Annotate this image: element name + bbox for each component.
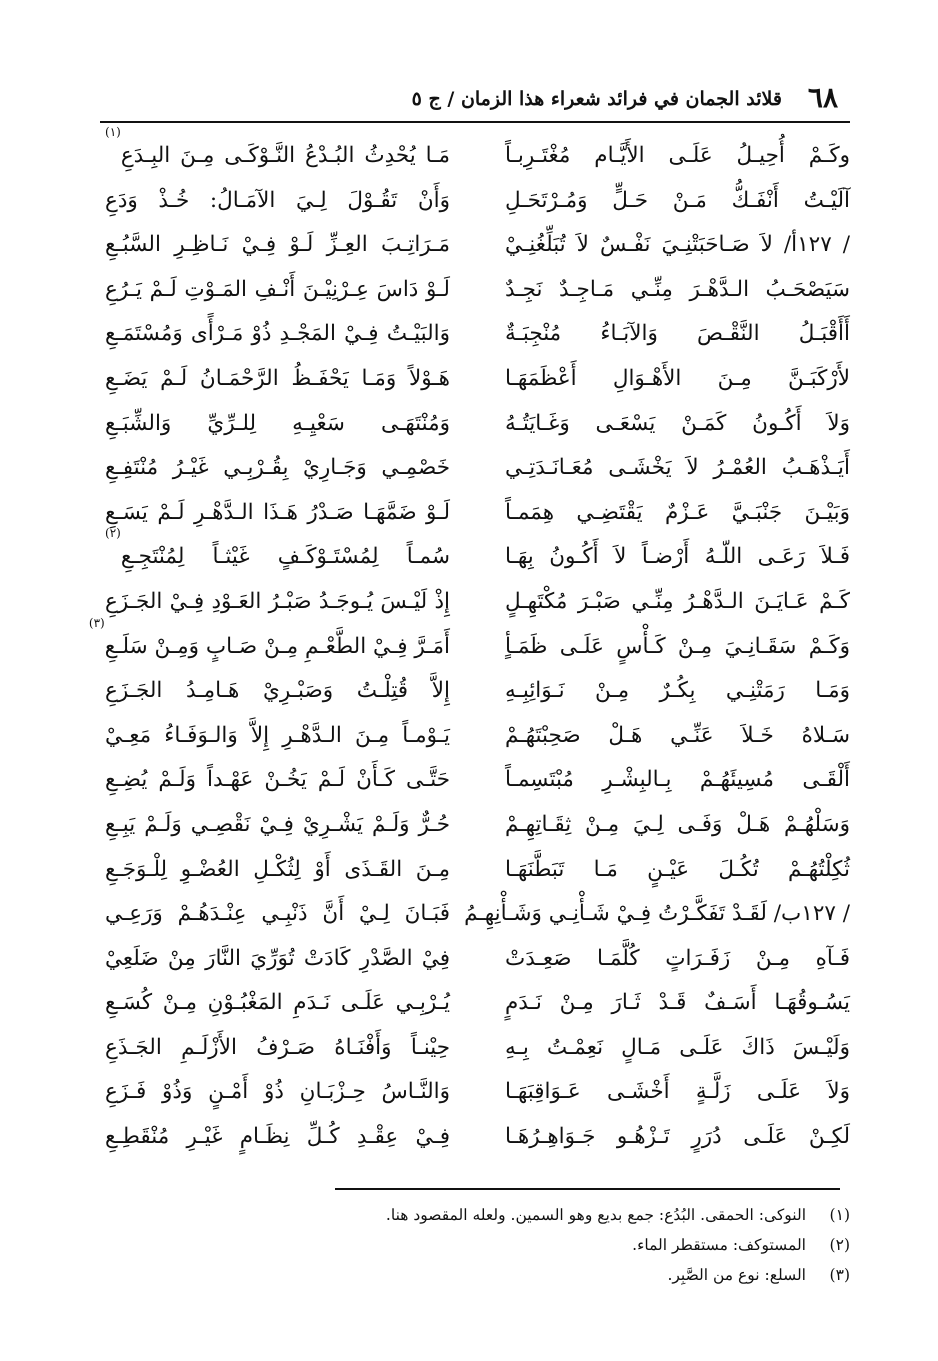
verse-line xyxy=(105,937,450,982)
verse-text: آلَيْـتُ أَنْفَـكُّ مَـنْ حَـلٍّ وَمُـرْتَحَـلِ xyxy=(505,187,850,213)
footnotes xyxy=(250,1200,850,1290)
verse-line xyxy=(105,580,450,625)
verse-text: وَكَـمْ سَقَـانِـيَ مِـنْ كَـأْسٍ عَلَـى ظَمَـأٍ xyxy=(505,633,850,659)
verse-line xyxy=(505,981,850,1026)
verse-line xyxy=(105,758,450,803)
verse-line xyxy=(505,848,850,893)
verse-text: وَلاَ أَكُـونُ كَمَـنْ يَسْعَـى وَغَـايَتُـهُ xyxy=(505,410,850,436)
verse-text: فِـيْ عِقْـدِ كُـلِّ نِظَـامٍ غَيْـرِ مُنْقَطِـعِ xyxy=(105,1124,450,1150)
verse-text: أَأَقْبَـلُ النَّقْـصَ وَالآبَـاءُ مُنْجِبَـةٌ xyxy=(505,321,850,347)
verse-text: يَـوْمـاً مِـنَ الـدَّهْـرِ إِلاَّ وَالـوَفَـاءُ مَعِـيْ xyxy=(105,722,450,748)
verse-line xyxy=(505,535,850,580)
verse-text: أَلْقَـى مُسِيئَهُـمْ بِـالبِشْـرِ مُبْتَسِمـاً xyxy=(505,767,850,793)
verse-text: خَصْمِـي وَجَـارِيْ بِقُـرْبِـي غَيْـرُ مُنْتَفِـعِ xyxy=(105,455,450,481)
verse-text: إِلاَّ قُتِلْـتُ وَصَبْـرِيْ هَـامِـدُ الجَـزَعِ xyxy=(105,678,450,704)
verse-line xyxy=(105,446,450,491)
verse-text: لأَرْكَبَـنَّ مِـنَ الأَهْـوَالِ أَعْظَمَهَـا xyxy=(505,365,850,391)
verse-line xyxy=(105,981,450,1026)
verse-text: وَلَيْـسَ ذَاكَ عَلَـى مَـالٍ نَعِمْـتُ بِـهِ xyxy=(505,1034,850,1060)
verse-text: كَـمْ عَـايَـنَ الـدَّهْـرُ مِنِّـي صَبْـرَ مُكْتَهِـلٍ xyxy=(505,588,850,614)
verse-line xyxy=(505,580,850,625)
verse-line xyxy=(105,125,450,179)
verse-text: حِيْنـاً وَأَفْنَـاهُ صَـرْفُ الأَزْلَـمِ الجَـذَعِ xyxy=(105,1034,450,1060)
header-rule xyxy=(100,121,850,123)
verse-text: سَـلاهُ خَـلاَ عَنِّـي هَـلْ صَحِبْتَهُـمْ xyxy=(505,722,850,748)
footnote xyxy=(250,1230,850,1260)
verse-text: مَـا يُحْدِثُ البُـدْعُ النَّـوْكَـى مِـنَ البِـدَعِ xyxy=(120,143,450,168)
verse-line xyxy=(505,1070,850,1115)
verse-line xyxy=(105,714,450,759)
verse-text: لَـوْ ضَمَّهَـا صَـدْرُ هَـذَا الـدَّهْـرِ لَـمْ يَسَـعِ xyxy=(105,499,450,525)
verse-text: فَـلاَ رَعَـى اللّـهُ أَرْضـاً لاَ أَكُـونُ بِهَـا xyxy=(505,544,850,570)
footnote xyxy=(250,1200,850,1230)
verse-text: وَبَيْـنَ جَنْبَـيَّ عَـزْمٌ يَقْتَضِـي هِمَمـاً xyxy=(505,499,850,525)
verse-line xyxy=(505,268,850,313)
verse-line xyxy=(505,134,850,179)
verse-text: / ١٢٧أ/ لاَ صَـاحَبَتْنِـيَ نَفْـسٌ لاَ تُبَلِّغُنِـيْ xyxy=(505,232,850,258)
verse-text: حَتَّـى كَـأَنْ لَـمْ يَخُـنْ عَهْـداً وَلَـمْ يُضِـعِ xyxy=(105,767,450,793)
footnote-rule xyxy=(335,1188,840,1190)
verse-line xyxy=(505,491,850,536)
verse-line xyxy=(505,937,850,982)
verse-line xyxy=(105,223,450,268)
verse-line xyxy=(505,714,850,759)
verse-text: مَـرَاتِـبَ العِـزِّ لَـوْ فِـيْ نَـاظِـرِ السَّبُـعِ xyxy=(105,232,450,258)
verse-text: أَمَـرَّ فِـيْ الطَّعْـمِ مِـنْ صَـابٍ وَمِـنْ سَلَـعِ xyxy=(104,633,450,659)
footnote-marker: (٢) xyxy=(105,526,121,541)
verse-text: وَسَلْهُـمْ هَـلْ وَفَـى لِـيَ مِـنْ ثِقَـاتِهِـمْ xyxy=(505,811,850,837)
verse-line xyxy=(105,669,450,714)
verse-text: حُـرٌّ وَلَـمْ يَشْـرِيْ فِـيْ نَقْصِـي وَلَـمْ يَبِـعِ xyxy=(105,811,450,837)
page-header xyxy=(88,72,838,112)
footnote-marker: (١) xyxy=(105,125,121,139)
verse-line xyxy=(105,892,450,937)
verse-text: وَمَـا رَمَتْنِـي بِكُـرٌ مِـنْ نَـوَائِبِـهِ xyxy=(505,678,850,704)
verse-line xyxy=(105,179,450,224)
footnote-marker: (٣) xyxy=(88,615,105,630)
verse-text: يُـرْبِـي عَلَـى نَـدَمِ المَغْبُـوْنِ مِـنْ كُسَـعِ xyxy=(105,990,450,1016)
verse-text: يَسُـوقُهَـا أَسَـفٌ قَـدْ ثَـارَ مِـنْ نَـدَمٍ xyxy=(505,990,850,1016)
verse-line xyxy=(505,758,850,803)
footnote-text: المستوكف: مستقطر الماء. xyxy=(632,1236,806,1254)
verse-text: سَيَصْحَـبُ الـدَّهْـرَ مِنِّـي مَـاجِـدٌ نَجِـدٌ xyxy=(505,276,850,302)
verse-line xyxy=(505,312,850,357)
verse-text: وَلاَ عَلَـى زَلَّـةٍ أَخْشَـى عَـوَاقِبَهَـا xyxy=(505,1079,850,1105)
verse-line xyxy=(505,803,850,848)
footnote-number: (١) xyxy=(829,1206,850,1224)
verse-line xyxy=(505,1115,850,1160)
verse-line xyxy=(105,848,450,893)
verse-text: لَـوْ دَاسَ عِـرْنِيْـنَ أَنْـفِ المَـوْتِ لَـمْ يَـرُعِ xyxy=(105,276,450,302)
verse-text: فِيْ الصَّدْرِ كَادَتْ تُوَرِّيَ النَّارَ مِنْ ضَلَعِيْ xyxy=(105,945,450,971)
poem-column-right xyxy=(464,134,850,1160)
verse-line xyxy=(105,526,450,580)
verse-line xyxy=(105,491,450,536)
verse-line xyxy=(505,179,850,224)
verse-text: وكَـمْ أُحِيـلُ عَلَـى الأَيَّـام مُغْتَـرِبـاً xyxy=(505,143,850,168)
verse-line xyxy=(505,223,850,268)
verse-text: فَـآهِ مِـنْ زَفَـرَاتٍ كُلَّمَـا صَعِـدَتْ xyxy=(505,945,850,971)
verse-text: وَمُنْتَهَـى سَعْيِـهِ لِلـرِّيِّ وَالشِّبَـعِ xyxy=(105,410,450,436)
verse-line xyxy=(105,312,450,357)
poem-column-left xyxy=(88,125,450,1160)
verse-text: سُمـاً لِمُسْتَـوْكَـفٍ غَيْثـاً لِمُنْتَجِـعِ xyxy=(120,544,450,570)
verse-line xyxy=(105,1115,450,1160)
footnote xyxy=(250,1260,850,1290)
running-title: قلائد الجمان في فرائد شعراء هذا الزمان / ج ٥ xyxy=(411,88,782,110)
verse-line xyxy=(105,402,450,447)
verse-line xyxy=(505,402,850,447)
verse-line xyxy=(105,357,450,402)
verse-text: وَالنَّـاسُ حِـزْبَـانِ ذُوْ أَمْـنٍ وَذُوْ فَـزَعِ xyxy=(105,1079,450,1105)
verse-line xyxy=(505,1026,850,1071)
verse-line xyxy=(88,615,450,670)
verse-text: لَكِـنْ عَلَـى دُرَرٍ تَـزْهُـو جَـوَاهِـرُهَـا xyxy=(505,1124,850,1150)
verse-text: هَـوْلاً وَمَـا يَحْفَـظُ الرَّحْمَـانُ لَـمْ يَضَـعِ xyxy=(105,365,450,391)
verse-text: ثُكِلْتُهُـمْ تُكُـلَ عَيْـنٍ مَـا تَبَطَّنَهَـا xyxy=(505,856,850,882)
verse-text: مِـنَ القَـذَى أَوْ لِثُكْـلِ العُضْـوِ لِلْـوَجَـعِ xyxy=(105,856,450,882)
verse-text: إِذْ لَيْـسَ يُـوجَـدُ صَبْـرُ العَـوْدِ فِـيْ الجَـزَعِ xyxy=(105,588,450,614)
verse-line xyxy=(105,268,450,313)
verse-line xyxy=(464,892,850,937)
page-number: ٦٨ xyxy=(807,81,838,114)
verse-line xyxy=(505,357,850,402)
verse-line xyxy=(105,803,450,848)
verse-text: وَأَنْ تَقُـوْلَ لِـيَ الآمَـالُ: خُـذْ وَدَعِ xyxy=(105,187,450,213)
verse-line xyxy=(505,625,850,670)
footnote-text: النوكى: الحمقى. البُدُع: جمع بديع وهو السمين. ولعله المقصود هنا. xyxy=(385,1206,806,1224)
footnote-number: (٢) xyxy=(829,1236,850,1254)
footnote-text: السلع: نوع من الصَّبِر. xyxy=(667,1266,806,1284)
verse-line xyxy=(105,1070,450,1115)
verse-line xyxy=(105,1026,450,1071)
footnote-number: (٣) xyxy=(829,1266,850,1284)
verse-text: أَيَـذْهَـبُ العُمْـرُ لاَ يَخْشَـى مُعَـانَـدَتِـي xyxy=(505,455,850,481)
verse-text: فَبَـانَ لِـيْ أَنَّ ذَنْبِـي عِنْـدَهُـمْ وَرَعِـي xyxy=(105,901,450,927)
verse-line xyxy=(505,446,850,491)
verse-line xyxy=(505,669,850,714)
verse-text: وَالبَيْـتُ فِـيْ المَجْـدِ ذُوْ مَـرْأًى وَمُسْتَمَـعِ xyxy=(105,321,450,347)
verse-text: / ١٢٧ب/ لَقَـدْ تَفَكَّـرْتُ فِـيْ شَـأْنِـي وَشَـأْنِهِـمُ xyxy=(464,901,850,927)
